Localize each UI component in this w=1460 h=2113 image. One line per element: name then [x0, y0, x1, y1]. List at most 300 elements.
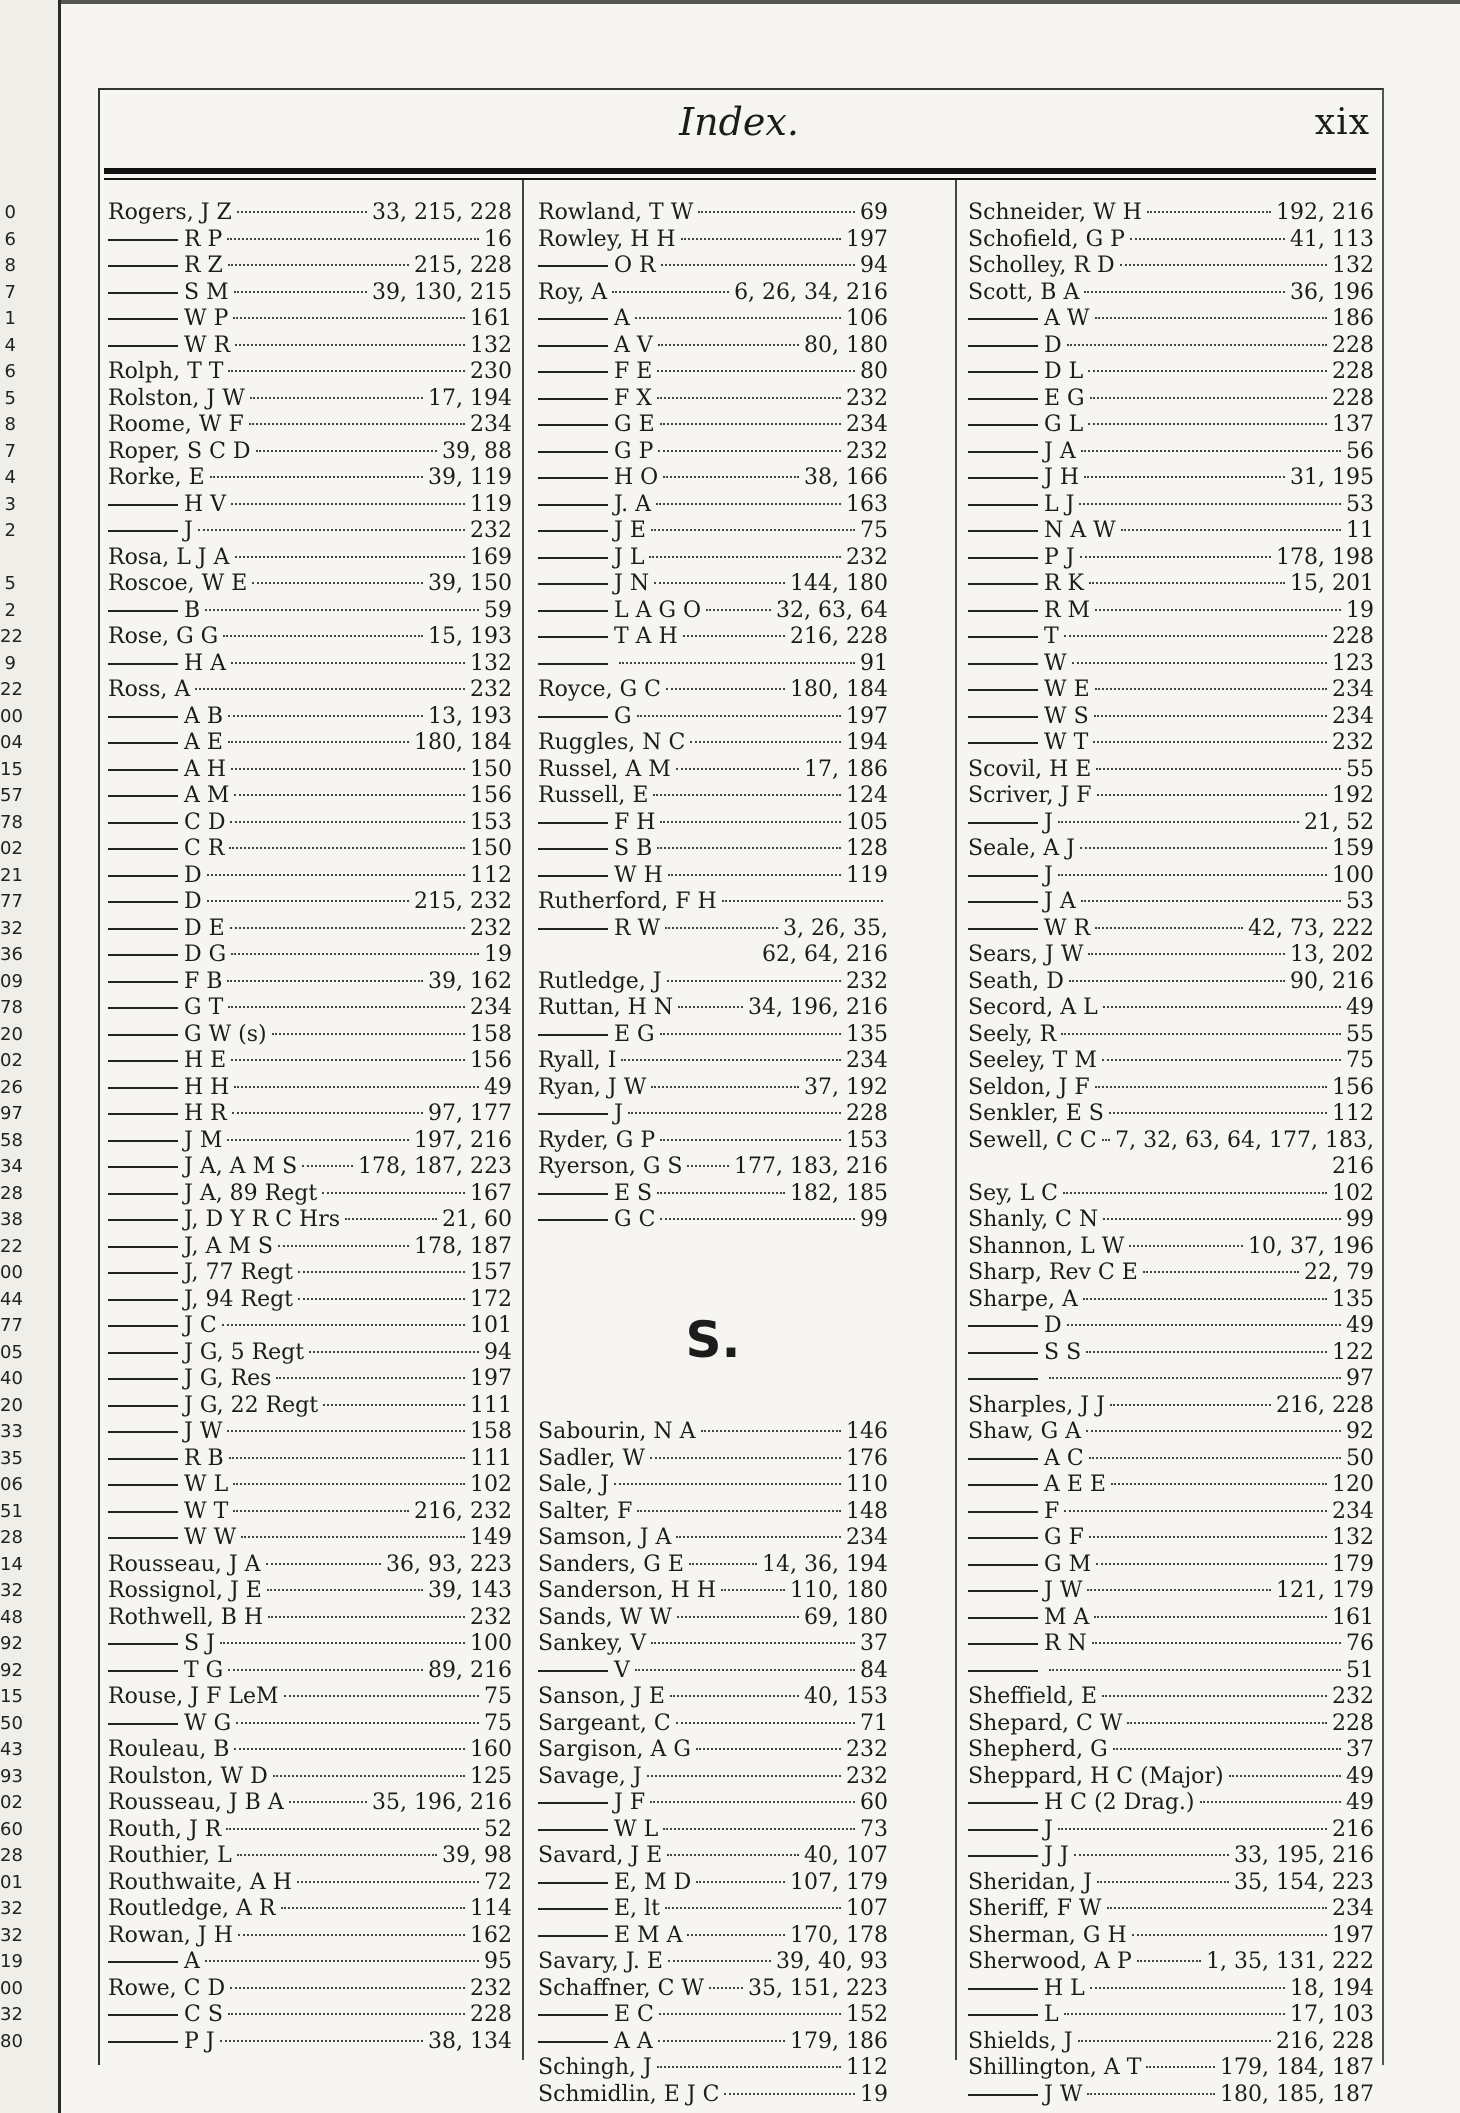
- index-entry: [538, 1472, 888, 1499]
- entry-name: Rothwell, B H: [108, 1604, 264, 1630]
- entry-pages: 232: [470, 1975, 512, 2001]
- index-entry: [968, 359, 1374, 386]
- entry-pages: 232: [846, 385, 888, 411]
- leader-dots: [234, 291, 367, 293]
- entry-name: E M A: [538, 1923, 682, 1950]
- entry-name: H E: [108, 1048, 226, 1075]
- entry-pages: 144, 180: [790, 571, 888, 596]
- index-entry: [968, 200, 1374, 227]
- index-entry: [968, 810, 1374, 837]
- entry-pages: 39, 40, 93: [776, 1949, 888, 1974]
- previous-page-number: 78: [0, 811, 23, 833]
- entry-pages: 39, 119: [428, 465, 512, 490]
- previous-page-number: 60: [0, 1818, 23, 1840]
- entry-pages: 228: [470, 2002, 512, 2027]
- index-entry: [538, 1790, 888, 1817]
- entry-pages: 215, 232: [414, 889, 512, 914]
- index-entry: [538, 598, 888, 625]
- index-entry: [538, 1075, 888, 1102]
- previous-page-number: 32: [0, 1580, 23, 1601]
- index-entry: [968, 889, 1374, 916]
- entry-pages: 232: [846, 1737, 888, 1762]
- index-entry: [968, 1022, 1374, 1049]
- entry-name: G L: [968, 412, 1083, 439]
- entry-name: P J: [108, 2029, 215, 2056]
- entry-name: A E: [108, 730, 223, 757]
- entry-name: Sherwood, A P: [968, 1949, 1132, 1974]
- entry-pages: 177, 183, 216: [734, 1154, 888, 1179]
- entry-pages: 232: [846, 438, 888, 464]
- index-entry: [538, 253, 888, 280]
- entry-pages: 186: [1332, 306, 1374, 331]
- entry-pages: 232: [470, 518, 512, 543]
- entry-name: Royce, G C: [538, 677, 661, 702]
- index-entry: [968, 1101, 1374, 1128]
- leader-dots: [233, 317, 465, 319]
- previous-page-number: 5: [4, 573, 16, 594]
- entry-pages: 178, 187, 223: [358, 1154, 512, 1179]
- leader-dots: [1080, 847, 1327, 849]
- leader-dots: [228, 741, 409, 743]
- entry-pages: 17, 103: [1290, 2002, 1374, 2027]
- entry-pages: 232: [846, 968, 888, 994]
- previous-page-number: 40: [0, 1368, 23, 1389]
- entry-pages: 33, 215, 228: [372, 200, 512, 225]
- entry-pages: 179: [1332, 1551, 1374, 1577]
- entry-name: Routledge, A R: [108, 1896, 276, 1921]
- leader-dots: [281, 1907, 466, 1909]
- leader-dots: [649, 556, 841, 558]
- entry-name: W T: [968, 730, 1088, 757]
- entry-name: Rouleau, B: [108, 1737, 230, 1762]
- leader-dots: [1095, 1086, 1327, 1088]
- entry-name: L J: [968, 492, 1074, 519]
- spacer: [538, 1234, 888, 1261]
- index-entry: [968, 995, 1374, 1022]
- entry-pages: 39, 88: [442, 438, 512, 464]
- leader-dots: [651, 1642, 855, 1644]
- previous-page-number: 09: [0, 970, 23, 992]
- entry-name: J E: [538, 518, 646, 545]
- index-entry: [538, 1605, 888, 1632]
- index-entry: [538, 1949, 888, 1976]
- leader-dots: [1087, 1589, 1271, 1591]
- entry-name: Rutherford, F H: [538, 889, 717, 914]
- index-entry: [538, 863, 888, 890]
- entry-name: Sheppard, H C (Major): [968, 1763, 1224, 1789]
- entry-name: Sargeant, C: [538, 1710, 671, 1736]
- leader-dots: [689, 1563, 757, 1565]
- entry-name: H V: [108, 492, 226, 519]
- leader-dots: [687, 1934, 785, 1936]
- index-entry: [968, 2082, 1374, 2109]
- entry-name: J M: [108, 1128, 222, 1155]
- index-entry: [538, 306, 888, 333]
- index-entry: [968, 518, 1374, 545]
- previous-page-number: 43: [0, 1739, 23, 1760]
- index-entry: [968, 704, 1374, 731]
- previous-page-number: 01: [0, 1871, 23, 1893]
- index-entry: [538, 1923, 888, 1950]
- leader-dots: [1095, 317, 1328, 319]
- entry-pages: 156: [1332, 1074, 1374, 1100]
- index-entry: [538, 1207, 888, 1234]
- leader-dots: [233, 1483, 465, 1485]
- entry-pages: 197: [1332, 1922, 1374, 1948]
- index-entry: [538, 1499, 888, 1526]
- entry-pages: 228: [1332, 359, 1374, 384]
- page-number: xix: [1314, 102, 1370, 143]
- index-entry: [108, 1472, 512, 1499]
- index-entry: [108, 1923, 512, 1950]
- leader-dots: [676, 1722, 855, 1724]
- entry-name: W R: [968, 916, 1090, 943]
- leader-dots: [660, 1218, 855, 1220]
- leader-dots: [1103, 1006, 1341, 1008]
- entry-pages: 216, 228: [1276, 2028, 1374, 2054]
- index-entry: [108, 333, 512, 360]
- leader-dots: [690, 741, 841, 743]
- leader-dots: [628, 1112, 841, 1114]
- previous-page-number: 97: [0, 1103, 23, 1124]
- index-entry: [108, 1101, 512, 1128]
- index-entry: [968, 1711, 1374, 1738]
- entry-pages: 16: [484, 226, 512, 252]
- entry-name: Roome, W F: [108, 412, 244, 437]
- entry-pages: 119: [470, 491, 512, 517]
- leader-dots: [666, 688, 785, 690]
- leader-dots: [670, 1695, 799, 1697]
- entry-pages: 167: [470, 1180, 512, 1206]
- leader-dots: [1064, 1510, 1327, 1512]
- index-entry: [538, 1128, 888, 1155]
- entry-name: G F: [968, 1525, 1084, 1552]
- entry-name: A: [108, 1949, 200, 1976]
- entry-pages: 122: [1332, 1339, 1374, 1365]
- index-entry: [538, 1525, 888, 1552]
- index-entry: [968, 1949, 1374, 1976]
- leader-dots: [228, 1006, 465, 1008]
- entry-name: G: [538, 704, 632, 731]
- entry-pages: 228: [1332, 385, 1374, 411]
- entry-pages: 216, 228: [790, 624, 888, 649]
- leader-dots: [1063, 1192, 1327, 1194]
- entry-name: F H: [538, 810, 655, 837]
- index-entry: [108, 1366, 512, 1393]
- entry-pages: 135: [1332, 1286, 1374, 1312]
- entry-pages: 180, 184: [790, 677, 888, 702]
- index-entry: [538, 545, 888, 572]
- entry-name: J: [968, 1817, 1053, 1844]
- index-entry: [968, 1446, 1374, 1473]
- entry-name: E G: [538, 1022, 655, 1049]
- entry-name: D: [108, 889, 202, 916]
- entry-name: J A: [968, 439, 1076, 466]
- index-entry: [108, 253, 512, 280]
- entry-pages: 169: [470, 544, 512, 570]
- index-entry: [108, 1896, 512, 1923]
- entry-pages: 69, 180: [804, 1604, 888, 1630]
- leader-dots: [284, 1695, 480, 1697]
- previous-page-number: 32: [0, 1898, 23, 1919]
- entry-name: Seely, R: [968, 1021, 1057, 1047]
- entry-name: Shepherd, G: [968, 1737, 1108, 1762]
- entry-name: Roulston, W D: [108, 1763, 268, 1789]
- section-heading: S.: [685, 1310, 741, 1369]
- leader-dots: [1097, 1881, 1229, 1883]
- entry-pages: 149: [470, 1525, 512, 1550]
- entry-pages: 172: [470, 1286, 512, 1312]
- previous-page-number: 28: [0, 1845, 23, 1866]
- index-entry: [538, 1181, 888, 1208]
- entry-name: J, A M S: [108, 1234, 273, 1261]
- index-entry: [538, 677, 888, 704]
- leader-dots: [302, 1165, 353, 1167]
- leader-dots: [660, 1139, 841, 1141]
- entry-name: R K: [968, 571, 1084, 598]
- leader-dots: [234, 794, 465, 796]
- leader-dots: [1049, 1669, 1341, 1671]
- leader-dots: [222, 1324, 465, 1326]
- index-entry: [108, 624, 512, 651]
- entry-name: J, 77 Regt: [108, 1260, 293, 1287]
- entry-name: A B: [108, 704, 223, 731]
- entry-name: Sharples, J J: [968, 1392, 1105, 1418]
- leader-dots: [650, 1457, 841, 1459]
- entry-name: W G: [108, 1711, 231, 1738]
- index-entry: [538, 412, 888, 439]
- entry-name: S J: [108, 1631, 215, 1658]
- entry-name: W P: [108, 306, 228, 333]
- index-entry: [538, 836, 888, 863]
- previous-page-number: 8: [4, 255, 16, 276]
- entry-name: E, M D: [538, 1870, 691, 1897]
- leader-dots: [1088, 423, 1327, 425]
- index-entry: [968, 1658, 1374, 1685]
- entry-name: Sands, W W: [538, 1604, 672, 1630]
- leader-dots: [297, 1881, 479, 1883]
- entry-pages: 101: [470, 1313, 512, 1338]
- entry-pages: 234: [470, 995, 512, 1020]
- entry-pages: 36, 196: [1290, 279, 1374, 305]
- entry-pages: 232: [470, 677, 512, 702]
- leader-dots: [1088, 370, 1327, 372]
- leader-dots: [663, 1828, 855, 1830]
- leader-dots: [235, 344, 465, 346]
- index-entry: [968, 253, 1374, 280]
- leader-dots: [635, 1669, 855, 1671]
- index-entry: [968, 1525, 1374, 1552]
- entry-name: H C (2 Drag.): [968, 1790, 1195, 1817]
- entry-name: H R: [108, 1101, 227, 1128]
- index-entry: [108, 651, 512, 678]
- previous-page-number: 5: [4, 387, 16, 409]
- index-entry: [968, 1366, 1374, 1393]
- entry-pages: 71: [860, 1710, 888, 1736]
- entry-pages: 73: [860, 1816, 888, 1842]
- entry-pages: 52: [484, 1816, 512, 1842]
- entry-pages: 15, 201: [1290, 571, 1374, 596]
- entry-name: F B: [108, 969, 222, 996]
- entry-name: J H: [968, 465, 1079, 492]
- entry-pages: 158: [470, 1419, 512, 1444]
- entry-name: G T: [108, 995, 223, 1022]
- entry-name: Sadler, W: [538, 1445, 646, 1471]
- leader-dots: [1058, 1828, 1327, 1830]
- leader-dots: [1147, 211, 1271, 213]
- entry-name: P J: [968, 545, 1075, 572]
- entry-name: Rose, G G: [108, 624, 219, 649]
- entry-pages: 97, 177: [428, 1101, 512, 1126]
- entry-name: Roy, A: [538, 279, 608, 305]
- spacer: [538, 1260, 888, 1287]
- leader-dots: [1095, 688, 1327, 690]
- index-entry: [968, 1552, 1374, 1579]
- leader-dots: [1058, 874, 1327, 876]
- entry-pages: 132: [1332, 253, 1374, 278]
- entry-name: Shannon, L W: [968, 1233, 1125, 1259]
- leader-dots: [1094, 1616, 1327, 1618]
- index-entry: [108, 677, 512, 704]
- previous-page-number: 80: [0, 2030, 23, 2052]
- index-entry: [968, 1234, 1374, 1261]
- index-entry: [968, 1393, 1374, 1420]
- leader-dots: [1120, 264, 1327, 266]
- leader-dots: [227, 1430, 465, 1432]
- entry-pages: 228: [1332, 1710, 1374, 1736]
- leader-dots: [1121, 529, 1341, 531]
- index-entry: [538, 2055, 888, 2082]
- leader-dots: [309, 1351, 479, 1353]
- entry-pages: 160: [470, 1737, 512, 1762]
- leader-dots: [696, 1748, 841, 1750]
- entry-pages: 51: [1346, 1657, 1374, 1683]
- entry-name: Sherman, G H: [968, 1922, 1127, 1948]
- index-entry: [968, 465, 1374, 492]
- entry-name: Sheriff, F W: [968, 1896, 1102, 1921]
- entry-pages: 91: [860, 650, 888, 676]
- leader-dots: [683, 635, 785, 637]
- index-entry: [538, 624, 888, 651]
- leader-dots: [230, 821, 465, 823]
- leader-dots: [236, 1722, 479, 1724]
- leader-dots: [345, 1218, 437, 1220]
- entry-pages: 114: [470, 1896, 512, 1921]
- index-entry: [108, 1737, 512, 1764]
- entry-pages: 35, 196, 216: [372, 1790, 512, 1815]
- previous-page-number: 22: [0, 626, 23, 647]
- leader-dots: [230, 1987, 465, 1989]
- entry-name: Schofield, G P: [968, 226, 1125, 252]
- leader-dots: [1072, 662, 1327, 664]
- entry-pages: 152: [846, 2002, 888, 2027]
- entry-pages: 92: [1346, 1419, 1374, 1444]
- previous-page-number: 02: [0, 1792, 23, 1813]
- leader-dots: [273, 1775, 465, 1777]
- entry-pages: 107, 179: [790, 1869, 888, 1895]
- entry-pages: 33, 195, 216: [1234, 1843, 1374, 1868]
- index-entry: [968, 677, 1374, 704]
- previous-page-number: 20: [0, 1023, 23, 1045]
- index-entry: [108, 1552, 512, 1579]
- leader-dots: [667, 1854, 799, 1856]
- entry-pages: 49: [1346, 1763, 1374, 1789]
- leader-dots: [661, 264, 855, 266]
- leader-dots: [1110, 1404, 1271, 1406]
- previous-page-number: 92: [0, 1633, 23, 1654]
- leader-dots: [207, 874, 465, 876]
- leader-dots: [1058, 821, 1299, 823]
- entry-name: Rowe, C D: [108, 1975, 226, 2001]
- entry-pages: 232: [846, 1763, 888, 1789]
- entry-name: Schaffner, C W: [538, 1975, 705, 2001]
- entry-pages: 146: [846, 1419, 888, 1444]
- previous-page-number: 32: [0, 2004, 23, 2025]
- entry-pages: 53: [1346, 889, 1374, 914]
- leader-dots: [195, 688, 465, 690]
- leader-dots: [268, 1616, 465, 1618]
- entry-pages: 13, 202: [1290, 942, 1374, 967]
- entry-name: Ryder, G P: [538, 1127, 656, 1153]
- leader-dots: [256, 450, 437, 452]
- entry-pages: 228: [846, 1101, 888, 1126]
- entry-pages: 17, 194: [428, 385, 512, 411]
- index-entry: [968, 1313, 1374, 1340]
- previous-page-number: 0: [4, 202, 16, 223]
- previous-page-number: 92: [0, 1659, 23, 1681]
- leader-dots: [650, 1801, 855, 1803]
- spacer: [538, 1393, 888, 1420]
- entry-pages: 132: [470, 332, 512, 358]
- leader-dots: [228, 264, 409, 266]
- index-entry: [108, 836, 512, 863]
- index-entry: [108, 1525, 512, 1552]
- index-entry: [108, 1287, 512, 1314]
- index-entry: [108, 1658, 512, 1685]
- leader-dots: [1102, 1139, 1110, 1141]
- leader-dots: [1096, 768, 1341, 770]
- index-entry: [538, 783, 888, 810]
- leader-dots: [1081, 900, 1341, 902]
- index-entry: [538, 1764, 888, 1791]
- leader-dots: [231, 662, 465, 664]
- entry-name: Roscoe, W E: [108, 571, 248, 596]
- leader-dots: [619, 662, 855, 664]
- entry-pages: 39, 162: [428, 968, 512, 994]
- previous-page-number: 78: [0, 997, 23, 1018]
- entry-name: R N: [968, 1631, 1087, 1658]
- index-entry: [968, 1287, 1374, 1314]
- previous-page-number: 58: [0, 1129, 23, 1151]
- leader-dots: [234, 1748, 465, 1750]
- entry-pages: 121, 179: [1276, 1578, 1374, 1603]
- index-entry: [968, 2055, 1374, 2082]
- entry-name: Routhier, L: [108, 1843, 232, 1868]
- entry-name: H L: [968, 1976, 1085, 2003]
- leader-dots: [1102, 1059, 1341, 1061]
- entry-name: Russell, E: [538, 783, 649, 808]
- entry-pages: 49: [1346, 995, 1374, 1020]
- leader-dots: [1103, 1218, 1341, 1220]
- entry-pages: 75: [860, 518, 888, 543]
- index-entry: [108, 942, 512, 969]
- entry-name: Shillington, A T: [968, 2055, 1142, 2080]
- leader-dots: [651, 529, 855, 531]
- entry-pages: 17, 186: [804, 756, 888, 782]
- index-entry: [968, 333, 1374, 360]
- index-entry: [968, 1896, 1374, 1923]
- leader-dots: [667, 980, 841, 982]
